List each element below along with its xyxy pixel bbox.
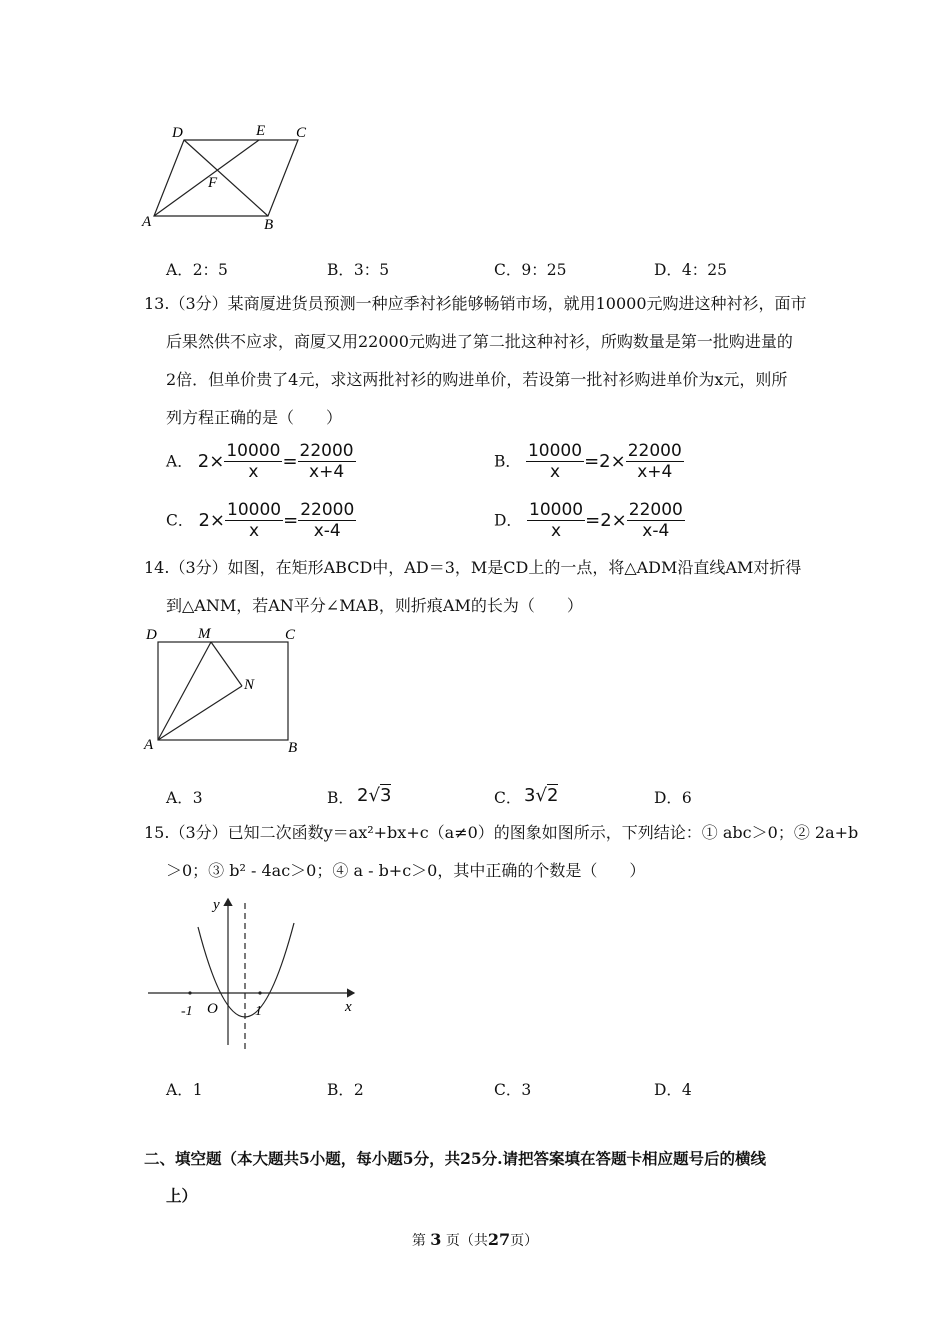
numerator: 22000 [628, 500, 683, 520]
q15-line-2: ＞0；③ b² - 4ac＞0；④ a - b+c＞0，其中正确的个数是（ ） [166, 861, 646, 880]
label-F: F [208, 175, 218, 191]
q14-option-b-radical [357, 783, 391, 809]
q15-option-d[interactable]: D．4 [654, 1081, 692, 1099]
fraction [527, 500, 585, 541]
q13-line-1: 13.（3分）某商厦进货员预测一种应季衬衫能够畅销市场，就用10000元购进这种衬衫，面市 [144, 294, 807, 313]
q13-option-d[interactable] [494, 500, 685, 541]
q13-option-middle: = [282, 451, 298, 472]
numerator: 10000 [226, 441, 281, 461]
numerator: 22000 [299, 441, 354, 461]
q15-option-a[interactable]: A．1 [166, 1081, 203, 1099]
y-axis-label: y [213, 897, 220, 913]
q15-line-1: 15.（3分）已知二次函数y＝ax²+bx+c（a≠0）的图象如图所示，下列结论：① abc＞0；② 2a+b [144, 823, 859, 842]
q12-option-c[interactable]: C．9：25 [494, 261, 567, 279]
q13-line-3: 2倍．但单价贵了4元，求这两批衬衫的购进单价，若设第一批衬衫购进单价为x元，则所 [166, 370, 788, 389]
q14-option-b-label[interactable]: B． [327, 789, 354, 807]
numerator: 22000 [627, 441, 682, 461]
denominator: x [551, 521, 562, 541]
tick-label-minus-1: -1 [181, 1004, 193, 1019]
q12-option-a[interactable]: A．2：5 [166, 261, 228, 279]
current-page-number: 3 [430, 1230, 442, 1249]
q14-option-a[interactable]: A．3 [166, 789, 203, 807]
q13-option-prefix: 2× [198, 510, 226, 531]
label-D: D [172, 125, 183, 141]
numerator: 10000 [227, 500, 282, 520]
q13-option-label: A． [166, 452, 193, 471]
fraction [298, 500, 356, 541]
label-N: N [244, 677, 255, 693]
x-axis-label: x [345, 999, 352, 1015]
q14-option-c-radical [524, 783, 558, 809]
sqrt-sign: √ [535, 785, 547, 806]
figure-parabola-graph [140, 893, 366, 1055]
tick-label-1: 1 [255, 1004, 262, 1019]
label-A: A [144, 737, 154, 753]
q14-option-d[interactable]: D．6 [654, 789, 692, 807]
footer-suffix: 页） [510, 1233, 539, 1249]
denominator: x [550, 462, 561, 482]
footer-middle: 页（共 [445, 1233, 488, 1249]
label-E: E [256, 123, 266, 139]
total-pages-number: 27 [487, 1230, 511, 1249]
figure-rectangle [138, 622, 318, 762]
q15-option-c[interactable]: C．3 [494, 1081, 532, 1099]
figure-parallelogram [138, 118, 318, 236]
q13-line-4: 列方程正确的是（ ） [166, 408, 343, 427]
fraction [225, 500, 283, 541]
label-B: B [288, 740, 298, 756]
radicand: 2 [546, 785, 559, 806]
label-C: C [296, 125, 307, 141]
label-D: D [146, 627, 157, 643]
fraction [526, 441, 584, 482]
denominator: x+4 [637, 462, 673, 482]
section-heading: 二、填空题（本大题共5小题，每小题5分，共25分.请把答案填在答题卡相应题号后的横线 [144, 1149, 767, 1168]
numerator: 10000 [529, 500, 584, 520]
label-B: B [264, 217, 274, 233]
denominator: x [248, 462, 259, 482]
fraction [627, 500, 685, 541]
q15-option-b[interactable]: B．2 [327, 1081, 364, 1099]
origin-label: O [207, 1001, 218, 1017]
numerator: 10000 [527, 441, 583, 461]
denominator: x [249, 521, 260, 541]
section-heading-cont: 上） [166, 1186, 198, 1205]
q13-line-2: 后果然供不应求，商厦又用22000元购进了第二批这种衬衫，所购数量是第一批购进量的 [166, 332, 793, 351]
denominator: x-4 [313, 521, 341, 541]
label-A: A [142, 214, 152, 230]
q13-option-middle: =2× [584, 451, 626, 472]
q13-option-b[interactable] [494, 441, 684, 482]
denominator: x+4 [309, 462, 345, 482]
denominator: x-4 [642, 521, 670, 541]
q13-option-middle: =2× [585, 510, 627, 531]
fraction [298, 441, 356, 482]
q14-line-2: 到△ANM，若AN平分∠MAB，则折痕AM的长为（ ） [166, 596, 583, 615]
fraction [626, 441, 684, 482]
radical-coefficient: 3 [524, 785, 536, 806]
label-M: M [198, 626, 211, 642]
fraction [224, 441, 282, 482]
sqrt-sign: √ [368, 785, 380, 806]
q14-line-1: 14.（3分）如图，在矩形ABCD中，AD＝3，M是CD上的一点，将△ADM沿直线AM对折得 [144, 558, 802, 577]
q13-option-middle: = [283, 510, 299, 531]
label-C: C [285, 627, 296, 643]
radicand: 3 [379, 785, 392, 806]
page-footer [0, 1230, 950, 1251]
q12-option-d[interactable]: D．4：25 [654, 261, 728, 279]
q13-option-label: C． [166, 511, 194, 530]
tick-point [258, 991, 261, 994]
footer-prefix: 第 [411, 1233, 426, 1249]
q13-option-label: D． [494, 511, 522, 530]
q14-option-c-label[interactable]: C． [494, 789, 522, 807]
numerator: 22000 [300, 500, 355, 520]
radical-coefficient: 2 [357, 785, 369, 806]
q13-option-prefix: 2× [197, 451, 225, 472]
q13-option-c[interactable] [166, 500, 356, 541]
tick-point [188, 991, 191, 994]
q12-option-b[interactable]: B．3：5 [327, 261, 390, 279]
q13-option-a[interactable] [166, 441, 356, 482]
q13-option-label: B． [494, 452, 521, 471]
